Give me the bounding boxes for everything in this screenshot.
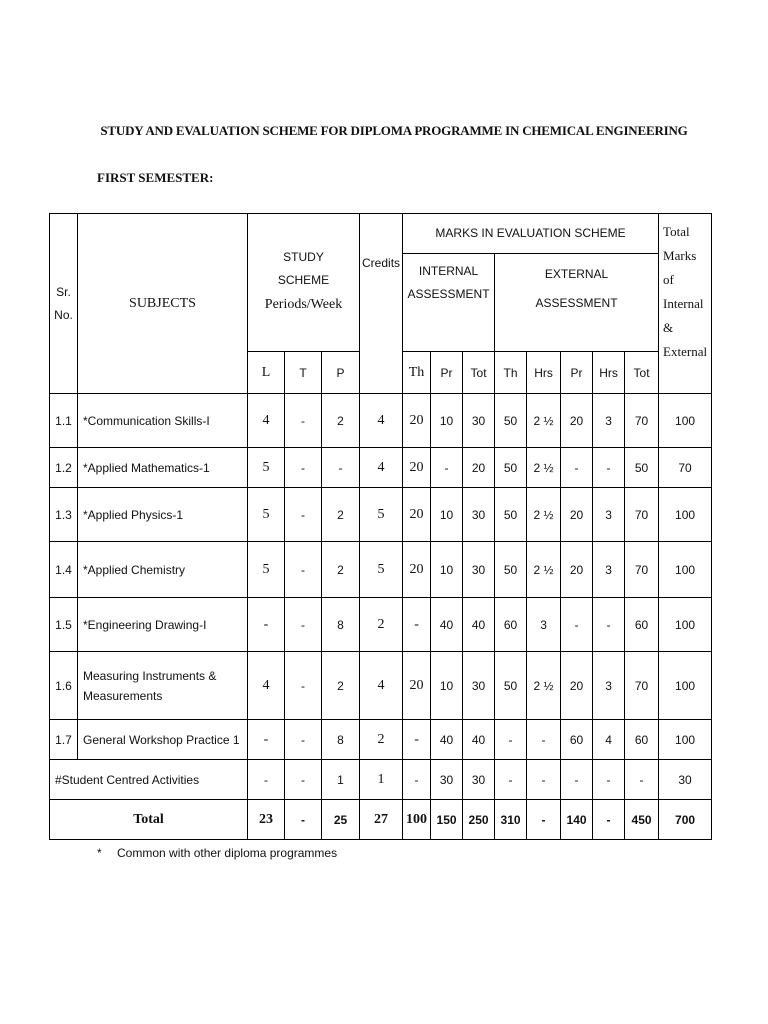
internal-assessment-header xyxy=(403,254,495,352)
cell: 30 xyxy=(463,488,495,542)
cell: 4 xyxy=(593,720,625,760)
cell: 40 xyxy=(431,720,463,760)
cell: - xyxy=(285,800,322,840)
cell: 5 xyxy=(248,448,285,488)
subject-name: Measuring Instruments & xyxy=(83,668,217,683)
cell: 60 xyxy=(625,720,659,760)
cell: - xyxy=(285,720,322,760)
cell: 20 xyxy=(561,394,593,448)
cell: 4 xyxy=(248,652,285,720)
cell: 70 xyxy=(625,652,659,720)
cell: - xyxy=(285,542,322,598)
sr-cell: 1.7 xyxy=(50,720,78,760)
cell: 20 xyxy=(561,652,593,720)
cell: - xyxy=(285,394,322,448)
subject-cell xyxy=(78,720,248,760)
cell: - xyxy=(593,760,625,800)
cell: 100 xyxy=(659,598,712,652)
cell: 5 xyxy=(360,542,403,598)
table-row xyxy=(50,598,712,652)
cell: - xyxy=(593,448,625,488)
cell: - xyxy=(403,760,431,800)
study-scheme-header xyxy=(248,214,360,352)
cell: 50 xyxy=(625,448,659,488)
cell: 70 xyxy=(625,488,659,542)
cell: 4 xyxy=(360,448,403,488)
subject-cell xyxy=(78,488,248,542)
cell: - xyxy=(248,760,285,800)
cell: - xyxy=(285,760,322,800)
cell: - xyxy=(561,448,593,488)
cell: 4 xyxy=(248,394,285,448)
col-int-th: Th xyxy=(403,352,431,394)
total-line: Total xyxy=(663,224,690,239)
cell: 2 xyxy=(322,488,360,542)
cell: - xyxy=(285,488,322,542)
cell: 8 xyxy=(322,720,360,760)
subject-name: *Applied Physics-1 xyxy=(83,507,184,522)
cell: 30 xyxy=(463,760,495,800)
sr-cell: 1.1 xyxy=(50,394,78,448)
cell: - xyxy=(625,760,659,800)
cell: 3 xyxy=(593,542,625,598)
periods-label: Periods/Week xyxy=(264,297,343,312)
marks-header: MARKS IN EVALUATION SCHEME xyxy=(403,214,659,254)
table-row xyxy=(50,448,712,488)
col-int-pr: Pr xyxy=(431,352,463,394)
cell: 30 xyxy=(659,760,712,800)
subject-cell xyxy=(78,598,248,652)
cell: 3 xyxy=(593,488,625,542)
cell: - xyxy=(285,598,322,652)
cell: 20 xyxy=(403,652,431,720)
col-l: L xyxy=(248,352,285,394)
col-p: P xyxy=(322,352,360,394)
cell: 5 xyxy=(248,488,285,542)
cell: 50 xyxy=(495,652,527,720)
cell: 4 xyxy=(360,394,403,448)
cell: 20 xyxy=(561,542,593,598)
cell: - xyxy=(495,720,527,760)
col-t: T xyxy=(285,352,322,394)
table-row xyxy=(50,652,712,720)
cell: 100 xyxy=(659,488,712,542)
cell: 27 xyxy=(360,800,403,840)
cell: 3 xyxy=(593,652,625,720)
activities-row xyxy=(50,760,712,800)
sr-cell: 1.5 xyxy=(50,598,78,652)
cell: - xyxy=(527,760,561,800)
footnote-star: * xyxy=(97,846,102,860)
cell: 60 xyxy=(495,598,527,652)
total-line: Marks xyxy=(663,248,697,264)
total-row xyxy=(50,800,712,840)
cell: 100 xyxy=(659,720,712,760)
cell: 450 xyxy=(625,800,659,840)
cell: 20 xyxy=(561,488,593,542)
cell: - xyxy=(403,598,431,652)
cell: 50 xyxy=(495,448,527,488)
semester-heading: FIRST SEMESTER: xyxy=(97,170,214,185)
cell: - xyxy=(527,720,561,760)
table-row xyxy=(50,488,712,542)
col-ext-hrs: Hrs xyxy=(527,352,561,394)
subject-name: General Workshop Practice 1 xyxy=(83,732,240,747)
sr-cell: 1.6 xyxy=(50,652,78,720)
cell: - xyxy=(593,800,625,840)
table-row xyxy=(50,394,712,448)
table-row xyxy=(50,542,712,598)
cell: 70 xyxy=(659,448,712,488)
cell: 2 xyxy=(360,720,403,760)
cell: 150 xyxy=(431,800,463,840)
total-label: Total xyxy=(50,800,248,840)
cell: - xyxy=(403,720,431,760)
subject-cell xyxy=(78,542,248,598)
cell: 2 ½ xyxy=(527,652,561,720)
cell: 8 xyxy=(322,598,360,652)
external-assessment-header xyxy=(495,254,659,352)
subject-name-continued: Measurements xyxy=(83,688,163,703)
sr-label: Sr. xyxy=(56,284,71,299)
cell: - xyxy=(593,598,625,652)
external-assessment-label: ASSESSMENT xyxy=(535,295,618,310)
cell: 25 xyxy=(322,800,360,840)
cell: - xyxy=(248,598,285,652)
cell: 100 xyxy=(659,652,712,720)
sr-cell: 1.2 xyxy=(50,448,78,488)
cell: 3 xyxy=(593,394,625,448)
cell: 40 xyxy=(463,598,495,652)
cell: 40 xyxy=(431,598,463,652)
cell: 50 xyxy=(495,542,527,598)
subject-cell xyxy=(78,652,248,720)
cell: 4 xyxy=(360,652,403,720)
cell: 20 xyxy=(403,448,431,488)
cell: 100 xyxy=(403,800,431,840)
cell: 10 xyxy=(431,652,463,720)
cell: - xyxy=(248,720,285,760)
cell: 30 xyxy=(463,394,495,448)
cell: 23 xyxy=(248,800,285,840)
cell: 2 ½ xyxy=(527,542,561,598)
cell: 10 xyxy=(431,542,463,598)
cell: 2 xyxy=(360,598,403,652)
col-ext-tot: Tot xyxy=(625,352,659,394)
cell: 50 xyxy=(495,488,527,542)
total-line: & xyxy=(663,320,674,336)
subject-rows xyxy=(50,394,712,760)
cell: - xyxy=(495,760,527,800)
cell: 310 xyxy=(495,800,527,840)
cell: 2 ½ xyxy=(527,394,561,448)
cell: 60 xyxy=(561,720,593,760)
credits-header: Credits xyxy=(360,214,403,394)
cell: - xyxy=(285,652,322,720)
cell: 70 xyxy=(625,394,659,448)
subject-cell xyxy=(78,394,248,448)
cell: 2 ½ xyxy=(527,488,561,542)
page-title: STUDY AND EVALUATION SCHEME FOR DIPLOMA PROGRAMME IN CHEMICAL ENGINEERING xyxy=(100,123,688,138)
cell: 20 xyxy=(463,448,495,488)
cell: 50 xyxy=(495,394,527,448)
subject-name: *Communication Skills-I xyxy=(83,413,210,428)
col-int-tot: Tot xyxy=(463,352,495,394)
cell: - xyxy=(527,800,561,840)
external-label: EXTERNAL xyxy=(544,267,609,281)
col-ext-pr: Pr xyxy=(561,352,593,394)
cell: 60 xyxy=(625,598,659,652)
cell: 2 xyxy=(322,652,360,720)
cell: 100 xyxy=(659,394,712,448)
evaluation-scheme-table xyxy=(49,213,712,840)
internal-label: INTERNAL xyxy=(418,264,479,278)
cell: 700 xyxy=(659,800,712,840)
cell: 5 xyxy=(360,488,403,542)
cell: - xyxy=(431,448,463,488)
cell: 1 xyxy=(360,760,403,800)
cell: 30 xyxy=(463,652,495,720)
cell: 2 ½ xyxy=(527,448,561,488)
cell: 100 xyxy=(659,542,712,598)
subject-name: *Engineering Drawing-I xyxy=(83,617,207,632)
total-line: External xyxy=(663,344,708,360)
total-marks-header xyxy=(659,214,712,394)
activities-label: #Student Centred Activities xyxy=(50,760,248,800)
cell: 30 xyxy=(463,542,495,598)
sr-no-header xyxy=(50,214,78,394)
cell: 2 xyxy=(322,394,360,448)
cell: 10 xyxy=(431,394,463,448)
total-line: of xyxy=(663,272,674,288)
cell: 30 xyxy=(431,760,463,800)
table-row xyxy=(50,720,712,760)
cell: 3 xyxy=(527,598,561,652)
cell: 140 xyxy=(561,800,593,840)
footnote xyxy=(97,846,337,860)
cell: 20 xyxy=(403,394,431,448)
subject-cell xyxy=(78,448,248,488)
cell: 250 xyxy=(463,800,495,840)
cell: 20 xyxy=(403,488,431,542)
cell: 1 xyxy=(322,760,360,800)
cell: 5 xyxy=(248,542,285,598)
subject-name: *Applied Chemistry xyxy=(83,562,186,577)
cell: 2 xyxy=(322,542,360,598)
internal-assessment-label: ASSESSMENT xyxy=(407,286,490,301)
study-label: STUDY xyxy=(283,250,324,265)
total-line: Internal xyxy=(663,296,704,312)
cell: - xyxy=(561,760,593,800)
subject-name: *Applied Mathematics-1 xyxy=(83,460,210,475)
no-label: No. xyxy=(54,307,73,322)
cell: - xyxy=(561,598,593,652)
cell: - xyxy=(285,448,322,488)
subjects-header: SUBJECTS xyxy=(78,214,248,394)
cell: 20 xyxy=(403,542,431,598)
cell: - xyxy=(322,448,360,488)
sr-cell: 1.4 xyxy=(50,542,78,598)
col-ext-hrs2: Hrs xyxy=(593,352,625,394)
scheme-label: SCHEME xyxy=(277,273,330,288)
cell: 10 xyxy=(431,488,463,542)
col-ext-th: Th xyxy=(495,352,527,394)
sr-cell: 1.3 xyxy=(50,488,78,542)
cell: 40 xyxy=(463,720,495,760)
footnote-text: Common with other diploma programmes xyxy=(117,846,338,860)
cell: 70 xyxy=(625,542,659,598)
